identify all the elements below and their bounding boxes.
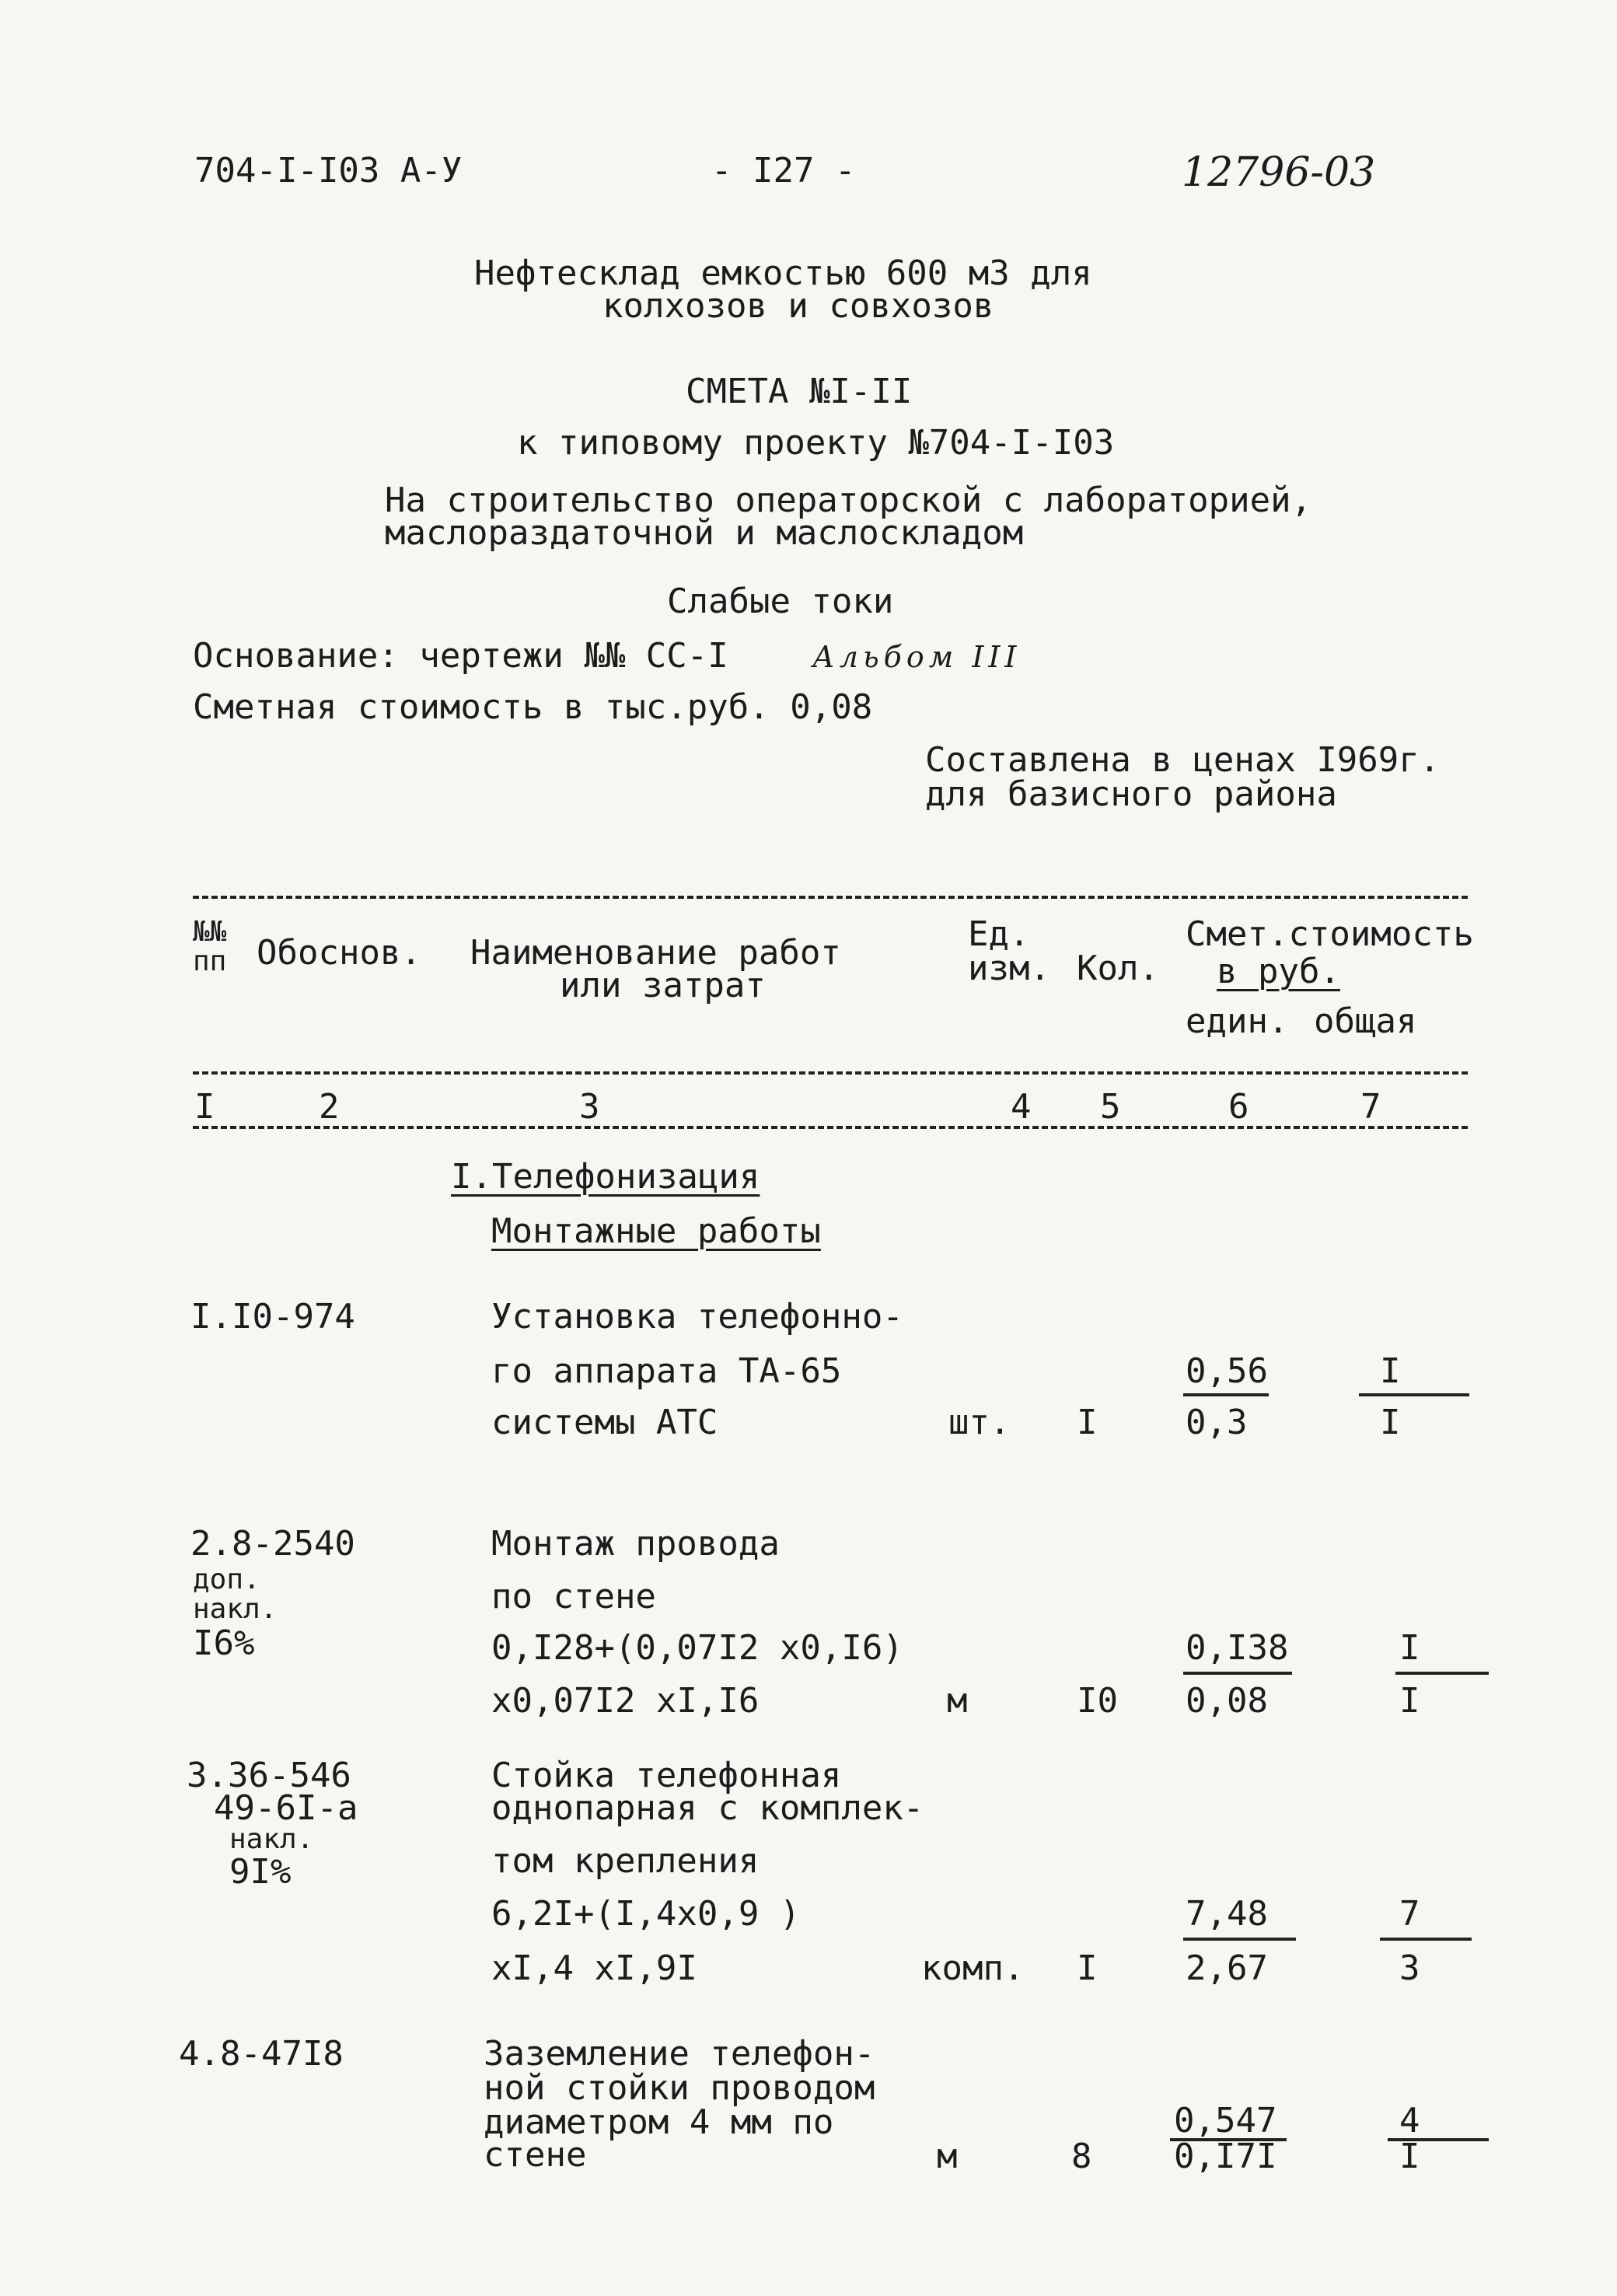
row-2-note-3: I6% <box>193 1623 255 1663</box>
title-line-1: Нефтесклад емкостью 600 м3 для <box>474 253 1092 293</box>
header-bottom-rule <box>193 1126 1468 1129</box>
row-1-qty: I <box>1077 1403 1098 1442</box>
row-4-line-1: Заземление телефон- <box>484 2034 875 2074</box>
row-4-line-3: диаметром 4 мм по <box>484 2102 834 2142</box>
col-number-7: 7 <box>1360 1087 1381 1127</box>
row-1-total-line <box>1359 1393 1469 1396</box>
row-2-qty: I0 <box>1077 1681 1118 1721</box>
col-num-header: №№ пп <box>193 916 227 977</box>
project-reference: к типовому проекту №704-I-I03 <box>517 423 1115 463</box>
col-number-4: 4 <box>1011 1087 1032 1127</box>
row-4-price-top: 0,547 <box>1174 2101 1277 2140</box>
row-2-note-2: накл. <box>193 1593 278 1625</box>
prices-line-1: Составлена в ценах I969г. <box>925 740 1441 780</box>
col-unit-price-header: един. <box>1186 1001 1289 1041</box>
section-subtitle: Монтажные работы <box>491 1211 821 1251</box>
page-number: - I27 - <box>711 151 856 190</box>
col-number-5: 5 <box>1100 1087 1121 1127</box>
col-number-6: 6 <box>1228 1087 1249 1127</box>
col-basis-header: Обоснов. <box>257 933 421 973</box>
row-3-qty: I <box>1077 1948 1098 1988</box>
row-1-total-top: I <box>1380 1351 1401 1391</box>
col-number-2: 2 <box>319 1087 340 1127</box>
row-1-unit: шт. <box>948 1403 1011 1442</box>
row-4-code: 4.8-47I8 <box>179 2034 344 2074</box>
purpose-line-1: На строительство операторской с лабораторией, <box>385 481 1312 520</box>
row-3-note-3: 9I% <box>229 1852 292 1892</box>
prices-line-2: для базисного района <box>925 774 1337 814</box>
col-qty-header: Кол. <box>1077 949 1159 988</box>
row-3-note-1: 49-6I-а <box>214 1788 358 1828</box>
document-code: 704-I-I03 А-У <box>194 151 463 190</box>
row-2-price-bot: 0,08 <box>1186 1681 1268 1721</box>
row-1-code: I.I0-974 <box>190 1297 355 1337</box>
row-3-total-bot: 3 <box>1399 1948 1420 1988</box>
row-2-total-line <box>1395 1672 1489 1675</box>
purpose-line-2: маслораздаточной и маслоскладом <box>385 513 1024 553</box>
row-2-price-line <box>1183 1672 1292 1675</box>
row-4-qty: 8 <box>1071 2137 1092 2176</box>
row-3-price-bot: 2,67 <box>1186 1948 1268 1988</box>
col-name-header-1: Наименование работ <box>470 933 841 973</box>
col-cost-header-2: в руб. <box>1217 952 1340 991</box>
handwritten-number: 12796-03 <box>1182 149 1376 196</box>
row-3-line-4: 6,2I+(I,4х0,9 ) <box>491 1894 801 1934</box>
row-4-unit: м <box>937 2137 958 2176</box>
title-line-2: колхозов и совхозов <box>602 286 994 326</box>
row-4-price-bot: 0,I7I <box>1174 2137 1277 2176</box>
row-3-line-2: однопарная с комплек- <box>491 1788 924 1828</box>
col-unit-header-2: изм. <box>968 949 1050 988</box>
row-1-price-top: 0,56 <box>1186 1351 1268 1391</box>
col-unit-header-1: Ед. <box>968 914 1030 954</box>
row-3-line-3: том крепления <box>491 1841 760 1881</box>
estimated-cost: Сметная стоимость в тыс.руб. 0,08 <box>193 687 873 727</box>
row-2-note-1: доп. <box>193 1564 260 1595</box>
col-number-3: 3 <box>579 1087 600 1127</box>
row-4-total-top: 4 <box>1399 2101 1420 2140</box>
row-1-price-line <box>1183 1393 1269 1396</box>
section-heading: Слабые токи <box>667 582 894 621</box>
row-4-line-2: ной стойки проводом <box>484 2068 875 2108</box>
album-handwritten: Альбом III <box>812 640 1022 674</box>
smeta-title: СМЕТА №I-II <box>686 372 913 411</box>
header-top-rule <box>193 896 1468 899</box>
row-1-total-bot: I <box>1380 1403 1401 1442</box>
row-4-line-4: стене <box>484 2135 587 2175</box>
col-name-header-2: или затрат <box>560 966 766 1005</box>
row-3-total-top: 7 <box>1399 1894 1420 1934</box>
row-3-code: 3.36-546 <box>187 1756 351 1795</box>
basis-label: Основание: чертежи №№ СС-I <box>193 636 728 676</box>
row-3-price-top: 7,48 <box>1186 1894 1268 1934</box>
row-3-unit: комп. <box>921 1948 1025 1988</box>
header-mid-rule <box>193 1071 1468 1075</box>
row-4-total-bot: I <box>1399 2137 1420 2176</box>
row-2-unit: м <box>947 1681 968 1721</box>
row-2-total-top: I <box>1399 1628 1420 1668</box>
row-3-price-line <box>1183 1938 1296 1941</box>
col-total-header: общая <box>1314 1001 1417 1041</box>
row-1-line-2: го аппарата ТА-65 <box>491 1351 842 1391</box>
row-3-note-2: накл. <box>229 1823 314 1855</box>
row-2-line-1: Монтаж провода <box>491 1524 780 1564</box>
row-2-price-top: 0,I38 <box>1186 1628 1289 1668</box>
row-2-line-3: 0,I28+(0,07I2 х0,I6) <box>491 1628 903 1668</box>
row-3-total-line <box>1380 1938 1472 1941</box>
row-2-line-2: по стене <box>491 1577 656 1616</box>
row-3-line-5: хI,4 хI,9I <box>491 1948 697 1988</box>
row-1-line-3: системы АТС <box>491 1403 718 1442</box>
row-1-line-1: Установка телефонно- <box>491 1297 903 1337</box>
row-2-line-4: х0,07I2 хI,I6 <box>491 1681 760 1721</box>
row-1-price-bot: 0,3 <box>1186 1403 1248 1442</box>
row-2-code: 2.8-2540 <box>190 1524 355 1564</box>
section-title: I.Телефонизация <box>451 1157 760 1197</box>
col-cost-header-1: Смет.стоимость <box>1186 914 1474 954</box>
row-3-line-1: Стойка телефонная <box>491 1756 842 1795</box>
row-2-total-bot: I <box>1399 1681 1420 1721</box>
col-number-1: I <box>194 1087 215 1127</box>
